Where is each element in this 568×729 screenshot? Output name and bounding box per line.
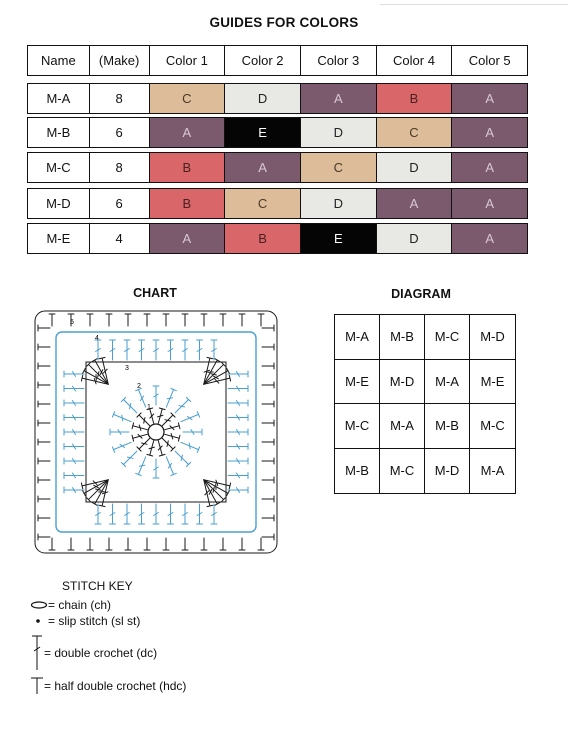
- row-name: M-E: [28, 224, 90, 253]
- color-swatch: C: [225, 189, 301, 218]
- guides-title: GUIDES FOR COLORS: [209, 15, 359, 30]
- stitch-bar: [98, 372, 99, 378]
- diagram-cell: M-E: [470, 360, 515, 405]
- stitch-bar: [142, 443, 148, 444]
- stitch-key-item: [30, 634, 157, 672]
- diagram-cell: M-B: [335, 449, 380, 494]
- color-swatch: B: [225, 224, 301, 253]
- round-label-2: 2: [137, 383, 141, 390]
- stitch-bar: [127, 457, 133, 458]
- row-make: 8: [90, 153, 150, 182]
- crochet-chart: [30, 306, 282, 558]
- color-swatch: A: [150, 118, 226, 147]
- header-color-4: Color 4: [377, 46, 453, 75]
- stitch-bar: [96, 489, 102, 490]
- color-swatch: C: [150, 84, 226, 113]
- stitch-key-item: [30, 676, 186, 696]
- stitch-top: [229, 483, 230, 489]
- stitch-key-title: STITCH KEY: [62, 579, 133, 593]
- row-make: 6: [90, 118, 150, 147]
- stitch-bar: [189, 443, 190, 449]
- diagram-cell: M-C: [425, 315, 470, 360]
- diagram-grid: [334, 314, 516, 494]
- stitch-bar: [130, 403, 131, 409]
- row-make: 6: [90, 189, 150, 218]
- diagram-cell: M-B: [380, 315, 425, 360]
- table-row: [27, 188, 528, 219]
- color-swatch: E: [225, 118, 301, 147]
- header-color-2: Color 2: [225, 46, 301, 75]
- round-label-1: 1: [147, 404, 151, 411]
- color-swatch: B: [150, 153, 226, 182]
- table-row: [27, 117, 528, 148]
- diagram-cell: M-D: [470, 315, 515, 360]
- stitch-top: [229, 375, 230, 381]
- diagram-cell: M-E: [335, 360, 380, 405]
- color-swatch: C: [301, 153, 377, 182]
- color-swatch: D: [225, 84, 301, 113]
- stitch-key-item: [30, 614, 140, 628]
- round-label-5: 5: [70, 319, 74, 326]
- stitch-top: [99, 357, 105, 358]
- diagram-cell: M-D: [425, 449, 470, 494]
- color-swatch: B: [377, 84, 453, 113]
- diagram-cell: M-A: [335, 315, 380, 360]
- color-swatch: A: [452, 153, 527, 182]
- color-swatch: A: [150, 224, 226, 253]
- chart-title: CHART: [133, 286, 177, 300]
- diagram-cell: M-C: [380, 449, 425, 494]
- row-name: M-D: [28, 189, 90, 218]
- stitch-bar: [167, 441, 168, 447]
- stitch-bar: [211, 374, 217, 375]
- row-make: 8: [90, 84, 150, 113]
- stitch-bar: [139, 465, 145, 466]
- row-name: M-A: [28, 84, 90, 113]
- header-color-1: Color 1: [150, 46, 226, 75]
- header-name: Name: [28, 46, 90, 75]
- color-swatch: A: [452, 118, 527, 147]
- stitch-key-label: = half double crochet (hdc): [44, 679, 187, 693]
- color-swatch: A: [452, 224, 527, 253]
- chain-oval-icon: [30, 600, 48, 610]
- color-swatch: A: [377, 189, 453, 218]
- stitch-bar: [144, 418, 145, 424]
- diagram-cell: M-A: [380, 404, 425, 449]
- row-name: M-B: [28, 118, 90, 147]
- color-swatch: E: [301, 224, 377, 253]
- color-swatch: A: [225, 153, 301, 182]
- stitch-bar: [181, 455, 182, 461]
- color-swatch: D: [377, 224, 453, 253]
- diagram-cell: M-B: [425, 404, 470, 449]
- stitch-top: [99, 505, 105, 506]
- table-header: [27, 45, 528, 76]
- color-swatch: B: [150, 189, 226, 218]
- table-row: [27, 223, 528, 254]
- color-swatch: D: [377, 153, 453, 182]
- diagram-cell: M-C: [335, 404, 380, 449]
- color-swatch: A: [452, 189, 527, 218]
- header-make: (Make): [90, 46, 150, 75]
- stitch-top: [81, 483, 82, 489]
- row-make: 4: [90, 224, 150, 253]
- diagram-cell: M-A: [480, 463, 505, 479]
- stitch-bar: [179, 406, 185, 407]
- diagram-cell: M-D: [380, 360, 425, 405]
- stitch-bar: [167, 398, 173, 399]
- stitch-key-label: = slip stitch (sl st): [48, 614, 141, 628]
- color-swatch: D: [301, 189, 377, 218]
- color-swatch: C: [377, 118, 453, 147]
- stitch-bar: [165, 420, 171, 421]
- center-ring: [148, 424, 164, 440]
- stitch-bar: [122, 415, 123, 421]
- stitch-bar: [213, 487, 214, 493]
- color-swatch: A: [301, 84, 377, 113]
- table-row: [27, 83, 528, 114]
- half-double-crochet-icon: [30, 676, 44, 696]
- diagram-cell: M-C: [470, 404, 515, 449]
- header-color-3: Color 3: [301, 46, 377, 75]
- round-label-4: 4: [95, 335, 99, 342]
- stitch-key-item: [30, 598, 111, 612]
- header-color-5: Color 5: [468, 53, 511, 68]
- slip-stitch-dot-icon: [30, 616, 48, 626]
- stitch-top: [207, 505, 213, 506]
- color-swatch: A: [452, 84, 527, 113]
- double-crochet-icon: [30, 634, 44, 672]
- table-row: [27, 152, 528, 183]
- diagram-cell: M-A: [425, 360, 470, 405]
- round-label-3: 3: [125, 365, 129, 372]
- stitch-top: [81, 375, 82, 381]
- stitch-top: [207, 357, 213, 358]
- stitch-key-label: = double crochet (dc): [44, 646, 158, 660]
- diagram-title: DIAGRAM: [391, 287, 451, 301]
- color-swatch: D: [301, 118, 377, 147]
- row-name: M-C: [28, 153, 90, 182]
- stitch-key-label: = chain (ch): [48, 598, 112, 612]
- top-divider: [380, 4, 568, 5]
